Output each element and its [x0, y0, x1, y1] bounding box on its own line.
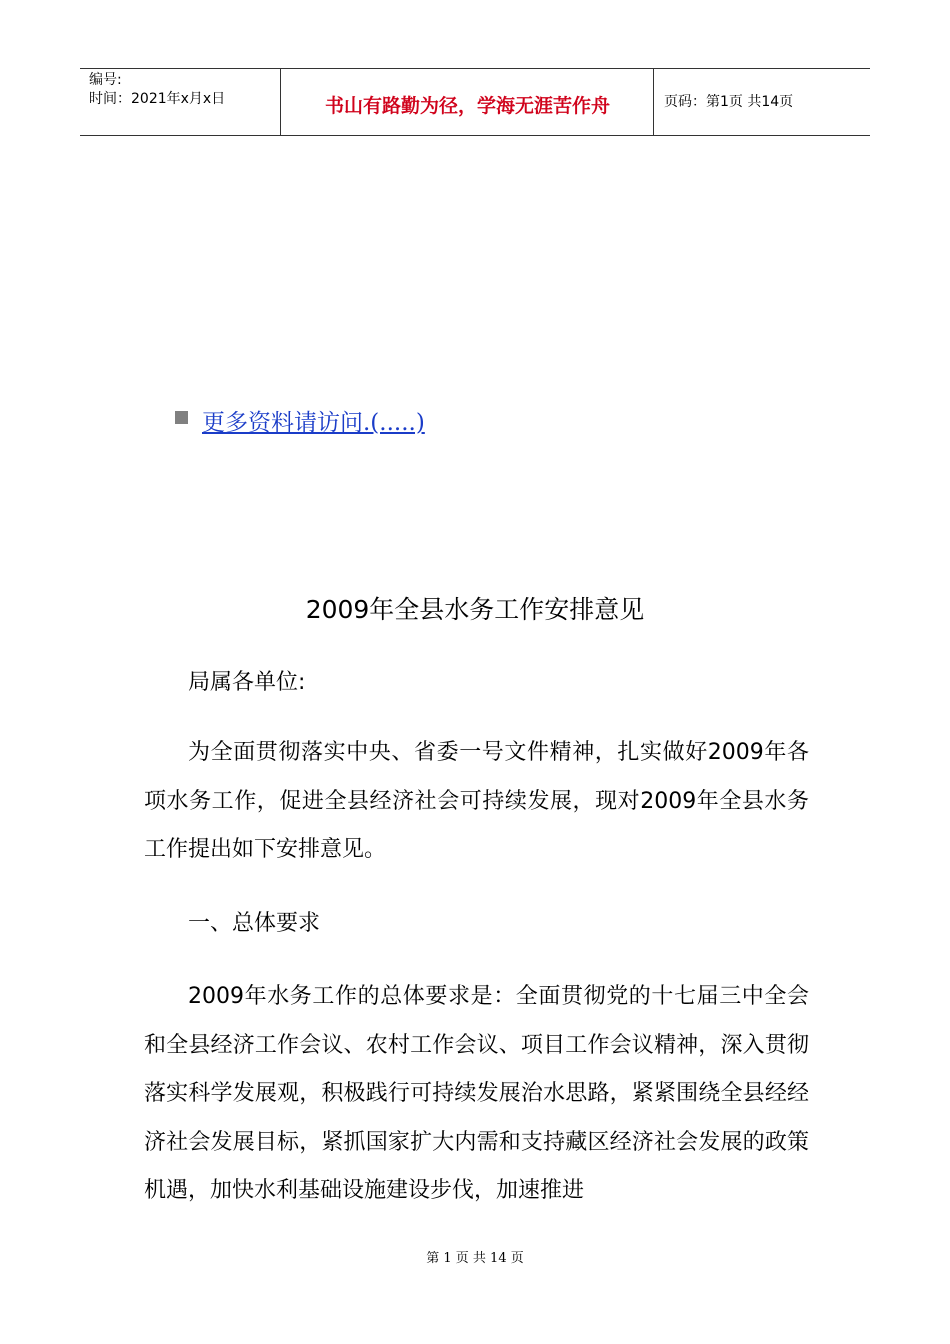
- header-motto-cell: [281, 69, 654, 135]
- square-bullet-icon: [175, 411, 188, 424]
- motto-text: 书山有路勤为径，学海无涯苦作舟: [324, 95, 610, 117]
- page-info: 页码：第1页 共14页: [664, 94, 794, 110]
- intro-paragraph: 为全面贯彻落实中央、省委一号文件精神，扎实做好2009年各项水务工作，促进全县经济社会可持续发展，现对2009年全县水务工作提出如下安排意见。: [144, 740, 809, 862]
- section-body-paragraph: 2009年水务工作的总体要求是：全面贯彻党的十七届三中全会和全县经济工作会议、农村工作会议、项目工作会议精神，深入贯彻落实科学发展观，积极践行可持续发展治水思路，紧紧围绕全县经经济社会发展目标，紧抓国家扩大内需和支持藏区经济社会发展的政策机遇，加快水利基础设施建设步伐，加速推进: [144, 984, 809, 1203]
- header-page-cell: [654, 69, 870, 135]
- document-header: [80, 68, 870, 136]
- page-footer: 第 1 页 共 14 页: [426, 1251, 524, 1266]
- section-heading: 一、总体要求: [188, 911, 321, 936]
- header-info-cell: [80, 69, 281, 135]
- document-title: 2009年全县水务工作安排意见: [305, 595, 645, 624]
- number-label: 编号:: [89, 72, 122, 88]
- time-label: 时间：2021年x月x日: [89, 91, 226, 107]
- more-info-link[interactable]: 更多资料请访问.(.....): [202, 410, 425, 436]
- salutation: 局属各单位:: [188, 670, 306, 695]
- more-info-link-row: [175, 404, 425, 440]
